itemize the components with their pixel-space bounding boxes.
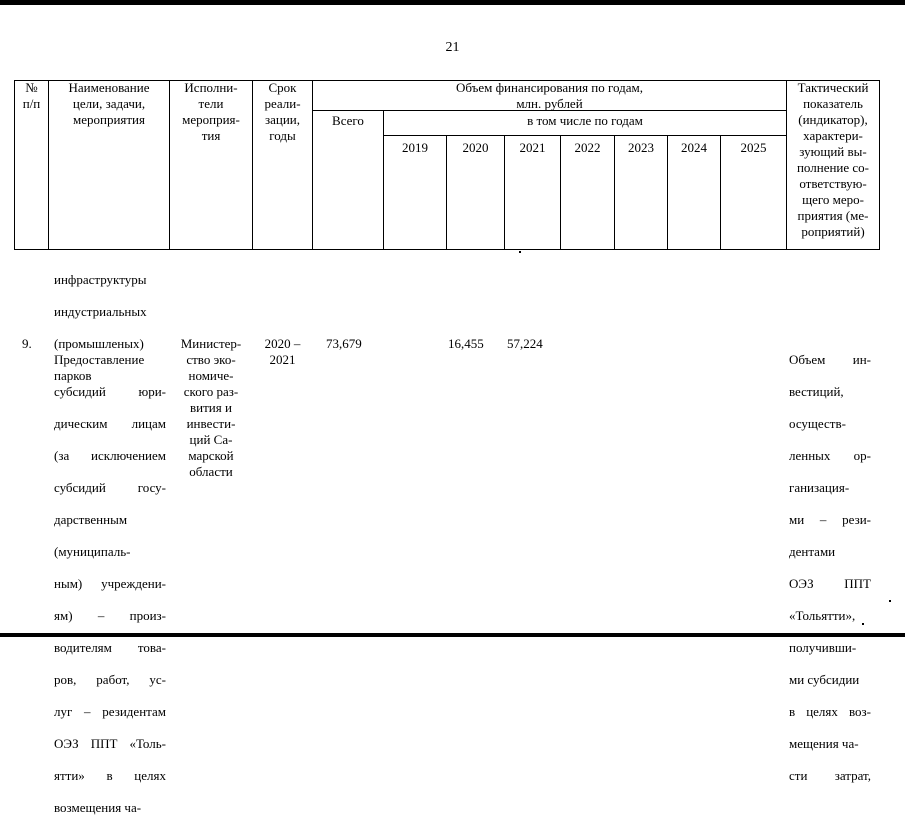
- header-name: Наименование цели, задачи, мероприятия: [68, 80, 150, 127]
- text-line: индустриальных: [54, 304, 147, 319]
- text-line: водителям това-: [54, 640, 166, 655]
- header-year: 2021: [519, 140, 546, 155]
- text-line: «Тольятти»,: [789, 608, 856, 623]
- text-line: получивши-: [789, 640, 857, 655]
- text-line: дентами: [789, 544, 836, 559]
- row-2020: 16,455: [448, 336, 484, 351]
- row-indicator: [789, 336, 871, 800]
- header-num: № п/п: [22, 80, 41, 111]
- text-line: ным) учреждени-: [54, 576, 166, 591]
- scan-top-edge: [0, 0, 905, 5]
- text-line: вестиций,: [789, 384, 844, 399]
- row-name: [54, 336, 166, 832]
- text-line: осуществ-: [789, 416, 846, 431]
- header-year: 2022: [574, 140, 601, 155]
- text-line: парков: [54, 368, 92, 383]
- text-line: ми субсидии: [789, 672, 860, 687]
- header-year: 2024: [681, 140, 707, 155]
- text-line: ОЭЗ ППТ «Толь-: [54, 736, 166, 751]
- header-year: 2020: [462, 140, 489, 155]
- text-line: субсидий госу-: [54, 480, 166, 495]
- scan-speck: [889, 600, 891, 602]
- text-line: ям) – произ-: [54, 608, 166, 623]
- text-line: возмещения ча-: [54, 800, 142, 815]
- header-total: Всего: [332, 113, 364, 128]
- header-financing: Объем финансирования по годам, млн. рублей: [455, 80, 644, 111]
- text-line: мещения ча-: [789, 736, 859, 751]
- text-line: (муниципаль-: [54, 544, 131, 559]
- text-line: сти затрат,: [789, 768, 871, 783]
- header-indicator: Тактический показатель (индикатор), характери- зующий вы- полнение со- ответствую- щего меро- приятия (ме- роприятий): [796, 80, 870, 239]
- text-line: ленных ор-: [789, 448, 871, 463]
- table-header: [14, 80, 880, 250]
- header-year: 2023: [628, 140, 654, 155]
- row-total: 73,679: [326, 336, 362, 351]
- header-rule-v: [383, 110, 384, 250]
- text-line: ров, работ, ус-: [54, 672, 166, 687]
- header-years-rule: [383, 135, 786, 136]
- row-term: 2020 – 2021: [264, 336, 301, 367]
- text-line: субсидий юри-: [54, 384, 166, 399]
- page-number: 21: [445, 40, 460, 55]
- header-rule-v: [879, 80, 880, 250]
- text-line: ОЭЗ ППТ: [789, 576, 871, 591]
- text-line: луг – резидентам: [54, 704, 166, 719]
- header-executors: Исполни- тели мероприя- тия: [182, 80, 240, 143]
- text-line: (за исключением: [54, 448, 166, 463]
- header-including: в том числе по годам: [527, 113, 643, 128]
- text-line: инфраструктуры: [54, 272, 147, 287]
- text-line: ганизация-: [789, 480, 850, 495]
- text-line: (промышленых): [54, 336, 144, 351]
- scan-speck: [519, 251, 521, 253]
- text-line: Предоставление: [54, 352, 145, 367]
- header-bottom-rule: [14, 249, 880, 250]
- scan-speck: [862, 623, 864, 625]
- row-executor: Министер- ство эко- номиче- ского раз- вития и инвести- ций Са- марской области: [180, 336, 242, 479]
- row-2021: 57,224: [507, 336, 543, 351]
- text-line: ятти» в целях: [54, 768, 166, 783]
- row-number: 9.: [22, 336, 32, 351]
- text-line: дическим лицам: [54, 416, 166, 431]
- text-line: ми – рези-: [789, 512, 871, 527]
- header-year: 2019: [402, 140, 428, 155]
- scan-bottom-edge: [0, 633, 905, 637]
- text-line: дарственным: [54, 512, 128, 527]
- header-year: 2025: [740, 140, 767, 155]
- text-line: в целях воз-: [789, 704, 871, 719]
- text-line: Объем ин-: [789, 352, 871, 367]
- header-term: Срок реали- зации, годы: [264, 80, 301, 143]
